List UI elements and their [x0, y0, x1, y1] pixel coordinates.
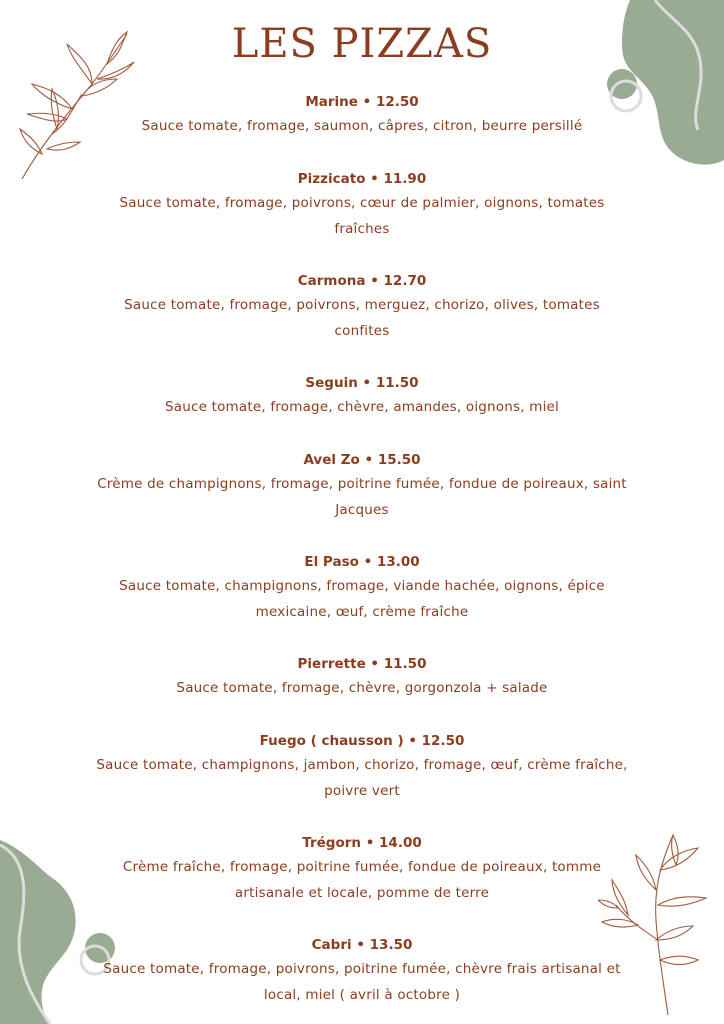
pizza-description: Sauce tomate, fromage, chèvre, gorgonzola + salade: [176, 680, 548, 696]
pizza-description: Crème fraîche, fromage, poitrine fumée, fondue de poireaux, tomme artisanale et locale, pomme de terre: [122, 859, 602, 901]
pizza-name: Fuego ( chausson ): [259, 733, 409, 749]
pizza-item: Fuego ( chausson ) • 12.50 Sauce tomate, champignons, jambon, chorizo, fromage, œuf, crème fraîche, poivre vert: [95, 731, 629, 804]
pizza-description: Sauce tomate, champignons, fromage, viande hachée, oignons, épice mexicaine, œuf, crème fraîche: [119, 578, 605, 620]
pizza-name: Pierrette: [297, 656, 366, 672]
pizza-item: Pizzicato • 11.90 Sauce tomate, fromage, poivrons, cœur de palmier, oignons, tomates fraîches: [95, 169, 629, 242]
pizza-description: Sauce tomate, fromage, poivrons, merguez, chorizo, olives, tomates confites: [124, 297, 600, 339]
pizza-description: Sauce tomate, champignons, jambon, chorizo, fromage, œuf, crème fraîche, poivre vert: [96, 757, 628, 799]
page-title: LES PIZZAS: [231, 21, 493, 67]
pizza-price: 12.50: [421, 733, 465, 749]
pizza-price: 11.90: [383, 171, 427, 187]
pizza-name: El Paso: [304, 554, 359, 570]
pizza-name: Marine: [305, 94, 363, 110]
pizza-item: Marine • 12.50 Sauce tomate, fromage, saumon, câpres, citron, beurre persillé: [95, 92, 629, 140]
pizza-name: Avel Zo: [303, 452, 360, 468]
pizza-item: Cabri • 13.50 Sauce tomate, fromage, poivrons, poitrine fumée, chèvre frais artisanal et local, miel ( avril à octobre ): [95, 935, 629, 1008]
pizza-price: 14.00: [379, 835, 422, 851]
pizza-price: 11.50: [383, 656, 427, 672]
pizza-price: 11.50: [375, 375, 419, 391]
pizza-name: Seguin: [305, 375, 358, 391]
pizza-item: Avel Zo • 15.50 Crème de champignons, fromage, poitrine fumée, fondue de poireaux, saint Jacques: [95, 450, 629, 523]
pizza-name: Pizzicato: [297, 171, 366, 187]
pizza-description: Crème de champignons, fromage, poitrine fumée, fondue de poireaux, saint Jacques: [97, 476, 627, 518]
pizza-price: 13.50: [369, 937, 413, 953]
pizza-description: Sauce tomate, fromage, poivrons, cœur de palmier, oignons, tomates fraîches: [119, 195, 605, 237]
pizza-description: Sauce tomate, fromage, chèvre, amandes, oignons, miel: [164, 399, 559, 415]
pizza-price: 15.50: [377, 452, 421, 468]
pizza-item: Trégorn • 14.00 Crème fraîche, fromage, poitrine fumée, fondue de poireaux, tomme artisanale et locale, pomme de terre: [95, 833, 629, 906]
pizza-price: 12.70: [383, 273, 427, 289]
pizza-name: Carmona: [297, 273, 366, 289]
pizza-price: 13.00: [376, 554, 420, 570]
pizza-name: Cabri: [311, 937, 357, 953]
pizza-item: Carmona • 12.70 Sauce tomate, fromage, poivrons, merguez, chorizo, olives, tomates confites: [95, 271, 629, 344]
pizza-item: Seguin • 11.50 Sauce tomate, fromage, chèvre, amandes, oignons, miel: [95, 373, 629, 421]
pizza-item: El Paso • 13.00 Sauce tomate, champignons, fromage, viande hachée, oignons, épice mexicaine, œuf, crème fraîche: [95, 552, 629, 625]
pizza-price: 12.50: [375, 94, 419, 110]
pizza-description: Sauce tomate, fromage, saumon, câpres, citron, beurre persillé: [141, 118, 583, 134]
pizza-name: Trégorn: [302, 835, 361, 851]
pizza-description: Sauce tomate, fromage, poivrons, poitrine fumée, chèvre frais artisanal et local, miel ( avril à octobre ): [103, 961, 621, 1003]
pizza-item: Pierrette • 11.50 Sauce tomate, fromage, chèvre, gorgonzola + salade: [95, 654, 629, 702]
